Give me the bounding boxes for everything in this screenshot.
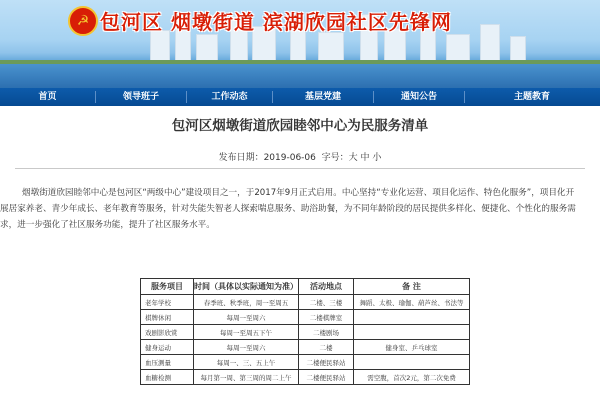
table-row xyxy=(141,370,470,385)
font-size-label: 字号： xyxy=(321,153,349,163)
table-row xyxy=(141,295,470,310)
nav-item-theme-education[interactable]: 主题教育 xyxy=(513,92,550,102)
nav-item-party-building[interactable]: 基层党建 xyxy=(304,92,341,102)
nav-item-notices[interactable]: 通知公告 xyxy=(400,92,437,102)
font-size-large-link[interactable]: 大 xyxy=(348,153,358,163)
divider xyxy=(15,168,585,169)
nav-item-home[interactable]: 首页 xyxy=(38,92,57,102)
table-cell: 每周一、三、五上午 xyxy=(194,355,299,370)
table-header: 时间（具体以实际通知为准） xyxy=(194,279,299,295)
table-row xyxy=(141,340,470,355)
nav-item-leadership[interactable]: 领导班子 xyxy=(122,92,159,102)
table-cell: 二楼 xyxy=(299,340,354,355)
table-cell: 每月第一周、第三周的周二上午 xyxy=(194,370,299,385)
table-cell: 健身运动 xyxy=(141,340,194,355)
table-cell: 血糖检测 xyxy=(141,370,194,385)
font-size-medium-link[interactable]: 中 xyxy=(360,153,370,163)
table-cell: 舞蹈、太极、瑜伽、葫芦丝、书法等 xyxy=(354,295,470,310)
publish-label: 发布日期： xyxy=(218,153,264,163)
table-cell: 二楼便民驿站 xyxy=(299,370,354,385)
table-cell: 老年学校 xyxy=(141,295,194,310)
article-meta xyxy=(0,150,600,163)
table-header: 活动地点 xyxy=(299,279,354,295)
table-header: 服务项目 xyxy=(141,279,194,295)
table-row xyxy=(141,325,470,340)
table-cell: 二楼剧场 xyxy=(299,325,354,340)
table-cell: 二楼棋牌室 xyxy=(299,310,354,325)
article-title: 包河区烟墩街道欣园睦邻中心为民服务清单 xyxy=(171,118,429,134)
paragraph-line: 求，进一步强化了社区服务功能，提升了社区服务水平。 xyxy=(0,220,215,230)
paragraph-line: 展居家养老、青少年成长、老年教育等服务，针对失能失智老人探索喘息服务、助浴助餐，为不同年龄阶段的居民提供多样化、便捷化、个性化的服务需 xyxy=(0,204,576,214)
table-header: 备 注 xyxy=(354,279,470,295)
table-cell: 每周一至周五下午 xyxy=(194,325,299,340)
table-cell: 二楼、三楼 xyxy=(299,295,354,310)
table-row xyxy=(141,310,470,325)
table-cell: 二楼便民驿站 xyxy=(299,355,354,370)
party-emblem-icon: ☭ xyxy=(68,6,98,36)
site-title: 包河区 烟墩街道 滨湖欣园社区先锋网 xyxy=(100,10,452,34)
table-cell: 需空腹，首次2元，第二次免费 xyxy=(354,370,470,385)
table-cell xyxy=(354,325,470,340)
table-cell: 春季班、秋季班，周一至周五 xyxy=(194,295,299,310)
table-cell: 健身室、乒乓球室 xyxy=(354,340,470,355)
table-cell: 每周一至周六 xyxy=(194,340,299,355)
table-cell: 戏剧影欣赏 xyxy=(141,325,194,340)
table-cell: 血压测量 xyxy=(141,355,194,370)
font-size-small-link[interactable]: 小 xyxy=(372,153,382,163)
table-cell xyxy=(354,355,470,370)
article-paragraph xyxy=(0,185,600,233)
nav-item-work-news[interactable]: 工作动态 xyxy=(211,92,248,102)
table-cell: 每周一至周六 xyxy=(194,310,299,325)
table-header-row xyxy=(141,279,470,295)
header-banner xyxy=(0,0,600,88)
table-cell: 棋牌休闲 xyxy=(141,310,194,325)
service-table xyxy=(140,278,470,385)
table-row xyxy=(141,355,470,370)
publish-date: 2019-06-06 xyxy=(263,153,316,163)
paragraph-line: 烟墩街道欣园睦邻中心是包河区“两级中心”建设项目之一，于2017年9月正式启用。中心坚持“专业化运营、项目化运作、特色化服务”，项目化开 xyxy=(22,188,575,198)
table-cell xyxy=(354,310,470,325)
main-nav xyxy=(0,88,600,106)
